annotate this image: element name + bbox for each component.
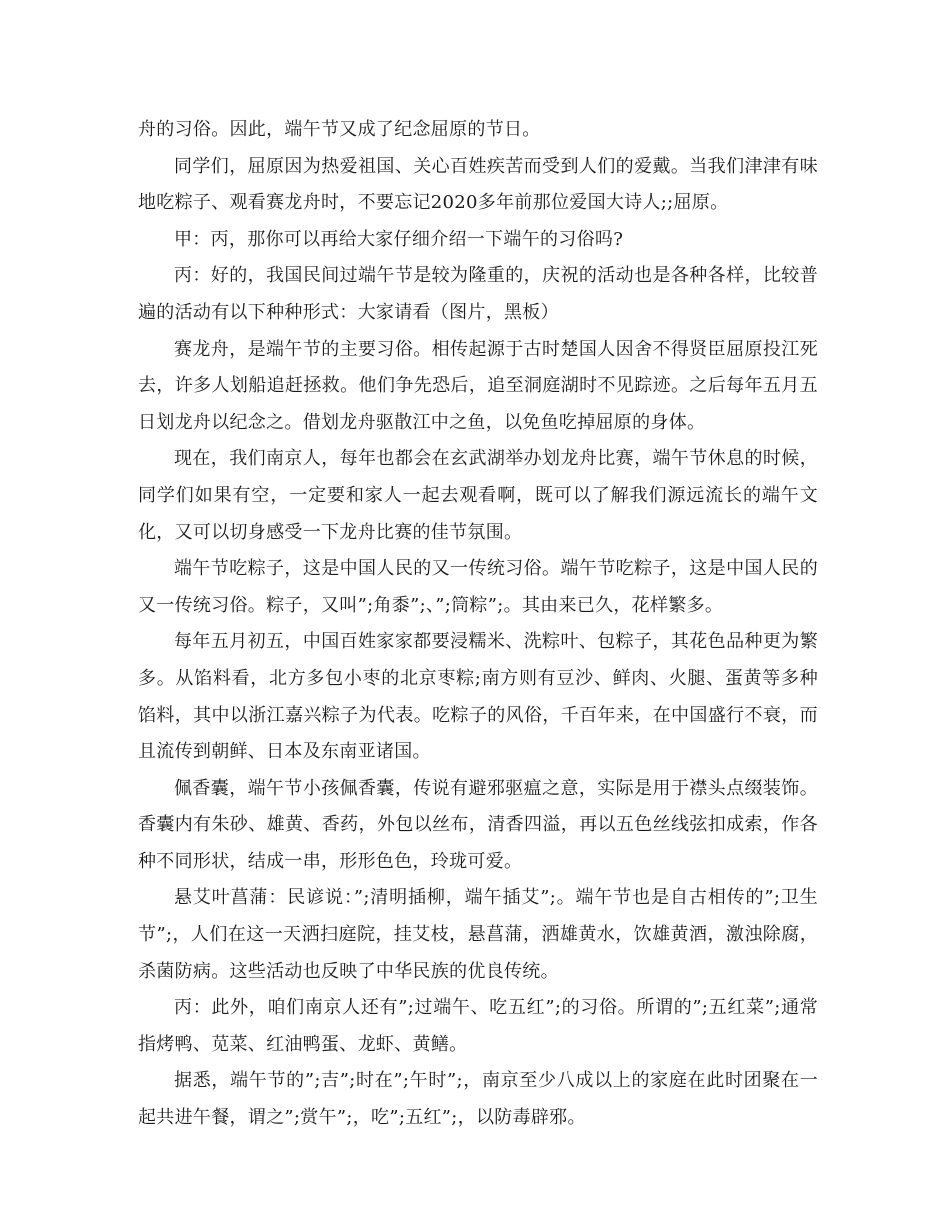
paragraph-1: 舟的习俗。因此，端午节又成了纪念屈原的节日。 bbox=[138, 119, 541, 140]
paragraph-2: 同学们，屈原因为热爱祖国、关心百姓疾苦而受到人们的爱戴。当我们津津有味地吃粽子、观看赛龙舟时，不要忘记2020多年前那位爱国大诗人;;屈原。 bbox=[138, 155, 818, 214]
paragraph-8: 每年五月初五，中国百姓家家都要浸糯米、洗粽叶、包粽子，其花色品种更为繁多。从馅料看，北方多包小枣的北京枣粽;南方则有豆沙、鲜肉、火腿、蛋黄等多种馅料，其中以浙江嘉兴粽子为代表。吃粽子的风俗，千百年来，在中国盛行不衰，而且流传到朝鲜、日本及东南亚诸国。 bbox=[138, 631, 818, 763]
paragraph-3: 甲：丙，那你可以再给大家仔细介绍一下端午的习俗吗? bbox=[174, 228, 624, 250]
paragraph-6: 现在，我们南京人，每年也都会在玄武湖举办划龙舟比赛，端午节休息的时候，同学们如果有空，一定要和家人一起去观看啊，既可以了解我们源远流长的端午文化，又可以切身感受一下龙舟比赛的佳节氛围。 bbox=[138, 448, 818, 543]
document-body bbox=[138, 112, 818, 1137]
paragraph-9: 佩香囊，端午节小孩佩香囊，传说有避邪驱瘟之意，实际是用于襟头点缀装饰。香囊内有朱砂、雄黄、香药，外包以丝布，清香四溢，再以五色丝线弦扣成索，作各种不同形状，结成一串，形形色色，玲珑可爱。 bbox=[138, 777, 818, 872]
paragraph-7: 端午节吃粽子，这是中国人民的又一传统习俗。端午节吃粽子，这是中国人民的又一传统习俗。粽子，又叫”;角黍”;、”;筒粽”;。其由来已久，花样繁多。 bbox=[138, 558, 818, 616]
paragraph-12: 据悉，端午节的”;吉”;时在”;午时”;，南京至少八成以上的家庭在此时团聚在一起共进午餐，谓之”;赏午”;，吃”;五红”;，以防毒辟邪。 bbox=[138, 1070, 818, 1129]
paragraph-4: 丙：好的，我国民间过端午节是较为隆重的，庆祝的活动也是各种各样，比较普遍的活动有以下种种形式：大家请看（图片，黑板） bbox=[138, 265, 818, 323]
paragraph-10: 悬艾叶菖蒲：民谚说：”;清明插柳，端午插艾”;。端午节也是自古相传的”;卫生节”;，人们在这一天洒扫庭院，挂艾枝，悬菖蒲，洒雄黄水，饮雄黄酒，激浊除腐，杀菌防病。这些活动也反映了中华民族的优良传统。 bbox=[138, 887, 818, 982]
paragraph-5: 赛龙舟，是端午节的主要习俗。相传起源于古时楚国人因舍不得贤臣屈原投江死去，许多人划船追赶拯救。他们争先恐后，追至洞庭湖时不见踪迹。之后每年五月五日划龙舟以纪念之。借划龙舟驱散江中之鱼，以免鱼吃掉屈原的身体。 bbox=[138, 338, 818, 433]
paragraph-11: 丙：此外，咱们南京人还有”;过端午、吃五红”;的习俗。所谓的”;五红菜”;通常指烤鸭、苋菜、红油鸭蛋、龙虾、黄鳝。 bbox=[138, 997, 818, 1055]
